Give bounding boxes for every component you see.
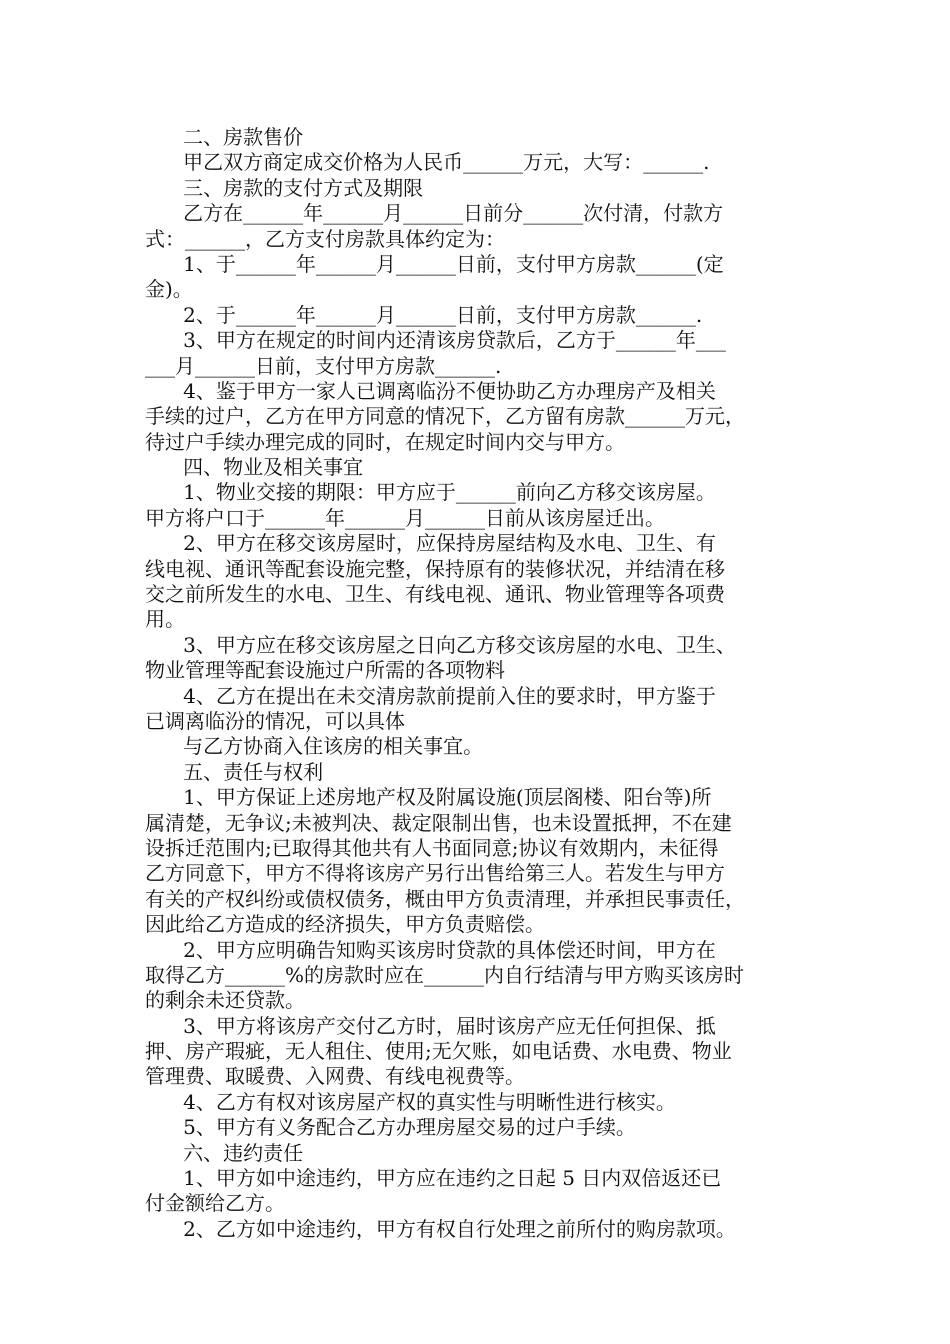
text-line: 管理费、取暖费、入网费、有线电视费等。 [145, 1064, 525, 1089]
text-line: 3、甲方将该房产交付乙方时，届时该房产应无任何担保、抵 [145, 1013, 716, 1038]
text-line: 3、甲方应在移交该房屋之日向乙方移交该房屋的水电、卫生、 [145, 632, 736, 657]
text-line: 金)。 [145, 277, 193, 302]
text-line: 甲方将户口于______年______月______日前从该房屋迁出。 [145, 505, 665, 530]
text-line: 4、乙方有权对该房屋产权的真实性与明晰性进行核实。 [145, 1089, 676, 1114]
text-line: 三、房款的支付方式及期限 [145, 175, 424, 200]
text-line: 1、甲方如中途违约，甲方应在违约之日起 5 日内双倍返还已 [145, 1166, 722, 1191]
text-line: 设拆迁范围内;已取得其他共有人书面同意;协议有效期内，未征得 [145, 835, 719, 860]
text-line: 已调离临汾的情况，可以具体 [145, 708, 405, 733]
text-line: 押、房产瑕疵，无人租住、使用;无欠账，如电话费、水电费、物业 [145, 1039, 732, 1064]
text-line: 与乙方协商入住该房的相关事宜。 [145, 734, 484, 759]
text-line: 五、责任与权利 [145, 759, 324, 784]
text-line: 式：______，乙方支付房款具体约定为： [145, 226, 505, 251]
text-line: 2、甲方应明确告知购买该房时贷款的具体偿还时间，甲方在 [145, 937, 716, 962]
text-line: 因此给乙方造成的经济损失，甲方负责赔偿。 [145, 912, 545, 937]
text-line: 取得乙方______%的房款时应在______内自行结清与甲方购买该房时 [145, 962, 745, 987]
text-line: 六、违约责任 [145, 1140, 304, 1165]
text-line: 线电视、通讯等配套设施完整，保持原有的装修状况，并结清在移 [145, 556, 725, 581]
text-line: 1、物业交接的期限：甲方应于______前向乙方移交该房屋。 [145, 480, 716, 505]
text-line: 交之前所发生的水电、卫生、有线电视、通讯、物业管理等各项费 [145, 582, 725, 607]
text-line: 3、甲方在规定的时间内还清该房贷款后，乙方于______年___ [145, 328, 726, 353]
text-line: 乙方同意下，甲方不得将该房产另行出售给第三人。若发生与甲方 [145, 861, 725, 886]
text-line: 2、于______年______月______日前，支付甲方房款______. [145, 302, 703, 327]
text-line: 待过户手续办理完成的同时，在规定时间内交与甲方。 [145, 429, 625, 454]
text-line: 手续的过户，乙方在甲方同意的情况下，乙方留有房款______万元， [145, 404, 745, 429]
text-line: 甲乙双方商定成交价格为人民币______万元，大写：______. [145, 150, 710, 175]
text-line: 用。 [145, 607, 185, 632]
text-line: 有关的产权纠纷或债权债务，概由甲方负责清理，并承担民事责任， [145, 886, 745, 911]
text-line: 2、甲方在移交该房屋时，应保持房屋结构及水电、卫生、有 [145, 531, 716, 556]
text-line: 乙方在______年______月______日前分______次付清，付款方 [145, 201, 724, 226]
text-line: 四、物业及相关事宜 [145, 455, 364, 480]
text-line: 物业管理等配套设施过户所需的各项物料 [145, 658, 505, 683]
document-body [145, 125, 810, 1242]
text-line: 属清楚，无争议;未被判决、裁定限制出售，也未设置抵押，不在建 [145, 810, 732, 835]
text-line: 2、乙方如中途违约，甲方有权自行处理之前所付的购房款项。 [145, 1216, 736, 1241]
text-line: ___月______日前，支付甲方房款______. [145, 353, 502, 378]
text-line: 4、鉴于甲方一家人已调离临汾不便协助乙方办理房产及相关 [145, 378, 716, 403]
text-line: 1、于______年______月______日前，支付甲方房款______(定 [145, 251, 724, 276]
text-line: 1、甲方保证上述房地产权及附属设施(顶层阁楼、阳台等)所 [145, 785, 712, 810]
text-line: 5、甲方有义务配合乙方办理房屋交易的过户手续。 [145, 1115, 636, 1140]
text-line: 的剩余未还贷款。 [145, 988, 305, 1013]
text-line: 二、房款售价 [145, 125, 304, 149]
text-line: 付金额给乙方。 [145, 1191, 285, 1216]
text-line: 4、乙方在提出在未交清房款前提前入住的要求时，甲方鉴于 [145, 683, 716, 708]
